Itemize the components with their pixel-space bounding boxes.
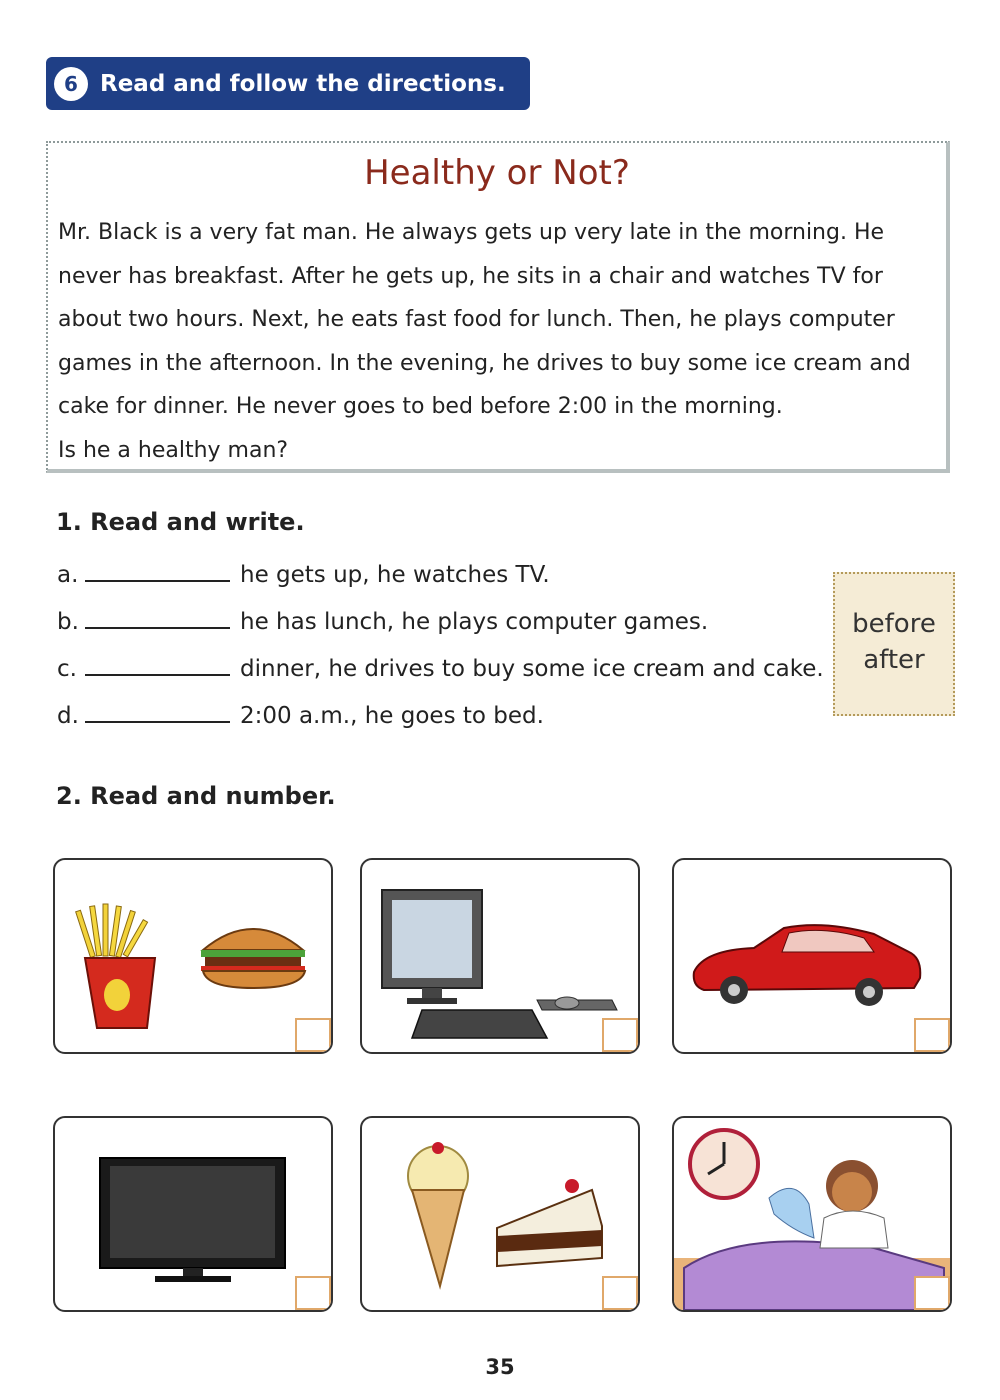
exercise-header (46, 57, 530, 110)
number-box[interactable] (295, 1276, 331, 1310)
answer-blank-c[interactable] (85, 654, 230, 676)
story-title: Healthy or Not? (364, 153, 630, 193)
number-box[interactable] (914, 1018, 950, 1052)
question-letter: d. (57, 703, 79, 729)
number-box[interactable] (295, 1018, 331, 1052)
picture-card-ice-cream-cake (360, 1116, 640, 1312)
number-box[interactable] (602, 1018, 638, 1052)
question-text: 2:00 a.m., he goes to bed. (240, 703, 544, 729)
question-a (57, 560, 550, 588)
number-box[interactable] (602, 1276, 638, 1310)
word-bank-word: after (863, 645, 925, 675)
word-bank (833, 572, 955, 716)
tv-icon (55, 1118, 331, 1310)
picture-card-computer (360, 858, 640, 1054)
question-letter: b. (57, 609, 79, 635)
page-number: 35 (485, 1355, 515, 1379)
question-c (57, 654, 824, 682)
picture-card-car (672, 858, 952, 1054)
story-text (58, 211, 932, 472)
question-d (57, 701, 544, 729)
question-text: dinner, he drives to buy some ice cream and cake. (240, 656, 824, 682)
word-bank-word: before (852, 609, 936, 639)
story-box (46, 141, 950, 473)
exercise-title: Read and follow the directions. (100, 70, 506, 97)
question-letter: a. (57, 562, 79, 588)
number-box[interactable] (914, 1276, 950, 1310)
boy-in-bed-icon (674, 1118, 950, 1310)
picture-card-fast-food (53, 858, 333, 1054)
answer-blank-d[interactable] (85, 701, 230, 723)
exercise-number: 6 (54, 67, 88, 101)
fries-and-burger-icon (55, 860, 331, 1052)
car-icon (674, 860, 950, 1052)
answer-blank-b[interactable] (85, 607, 230, 629)
ice-cream-and-cake-icon (362, 1118, 638, 1310)
question-b (57, 607, 708, 635)
picture-card-tv (53, 1116, 333, 1312)
part2-title: 2. Read and number. (56, 782, 336, 810)
story-question: Is he a healthy man? (58, 437, 289, 463)
answer-blank-a[interactable] (85, 560, 230, 582)
computer-icon (362, 860, 638, 1052)
picture-card-bed (672, 1116, 952, 1312)
question-letter: c. (57, 656, 77, 682)
question-text: he gets up, he watches TV. (240, 562, 550, 588)
question-text: he has lunch, he plays computer games. (240, 609, 709, 635)
story-paragraph: Mr. Black is a very fat man. He always gets up very late in the morning. He never has breakfast. After he gets up, he sits in a chair and watches TV for about two hours. Next, he eats fast food for lunch. Then, he plays computer games in the afternoon. In the evening, he drives to buy some ice cream and cake for dinner. He never goes to bed before 2:00 in the morning. (58, 220, 911, 419)
part1-title: 1. Read and write. (56, 508, 305, 536)
